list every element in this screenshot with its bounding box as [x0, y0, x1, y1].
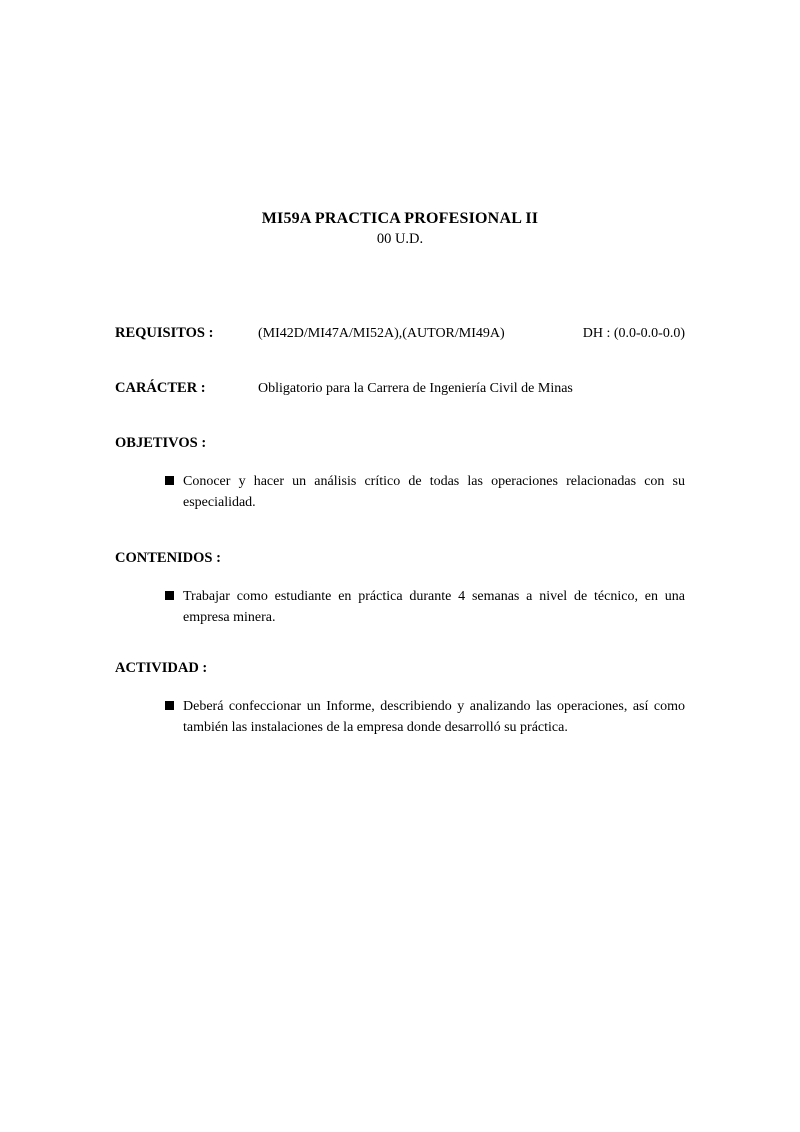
caracter-value: Obligatorio para la Carrera de Ingeniería Civil de Minas: [258, 381, 573, 396]
objetivos-bullet-item: [115, 471, 685, 513]
dh-value: DH : (0.0-0.0-0.0): [582, 326, 685, 341]
actividad-heading: ACTIVIDAD :: [115, 660, 208, 676]
requisitos-value: (MI42D/MI47A/MI52A),(AUTOR/MI49A): [258, 326, 505, 341]
contenidos-bullet-item: [115, 586, 685, 628]
bullet-square-icon: [165, 476, 174, 485]
contenidos-heading: CONTENIDOS :: [115, 550, 221, 566]
bullet-square-icon: [165, 591, 174, 600]
bullet-square-icon: [165, 701, 174, 710]
actividad-bullet-item: [115, 696, 685, 738]
actividad-bullet-text: Deberá confeccionar un Informe, describiendo y analizando las operaciones, así como también las instalaciones de la empresa donde desarrolló su práctica.: [183, 699, 685, 735]
caracter-label: CARÁCTER :: [115, 380, 206, 396]
contenidos-bullet-text: Trabajar como estudiante en práctica durante 4 semanas a nivel de técnico, en una empresa minera.: [183, 589, 685, 625]
requisitos-label: REQUISITOS :: [115, 325, 214, 341]
course-title: MI59A PRACTICA PROFESIONAL II: [261, 210, 539, 227]
objetivos-bullet-text: Conocer y hacer un análisis crítico de todas las operaciones relacionadas con su especialidad.: [183, 474, 685, 510]
field-row-requisitos: [115, 324, 685, 343]
objetivos-heading: OBJETIVOS :: [115, 435, 207, 451]
course-credits: 00 U.D.: [376, 231, 424, 247]
field-row-caracter: [115, 379, 685, 398]
